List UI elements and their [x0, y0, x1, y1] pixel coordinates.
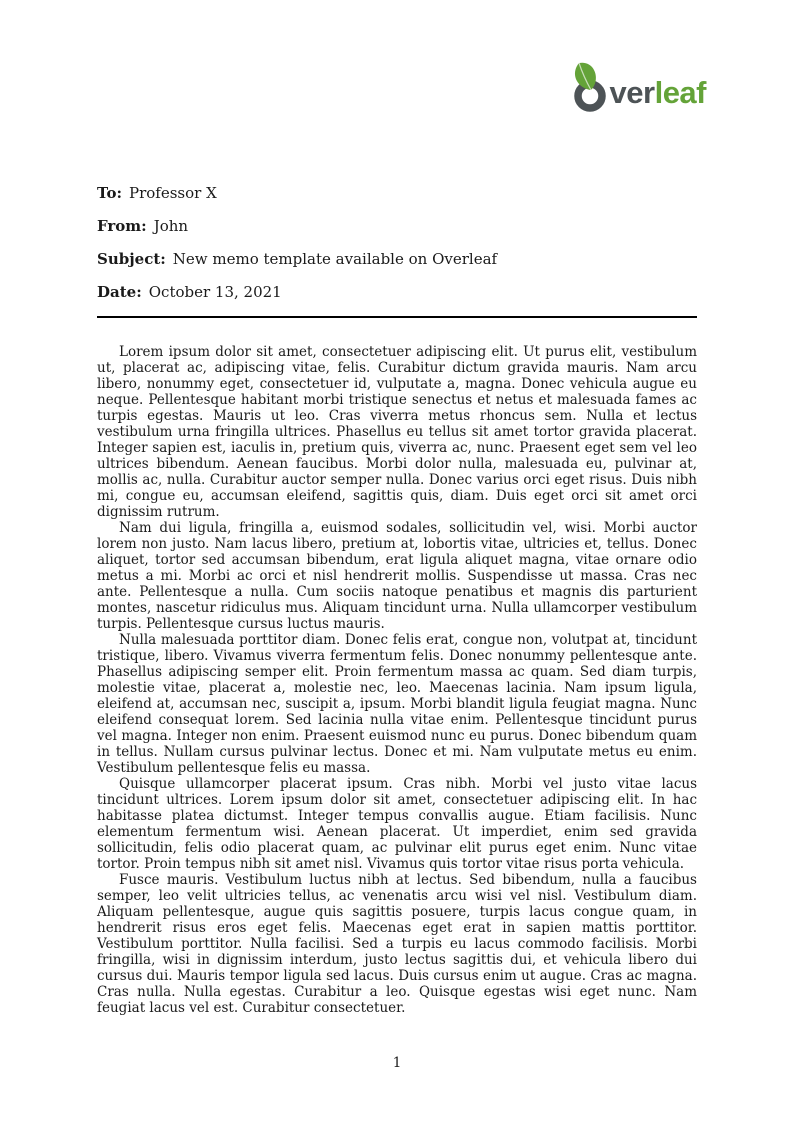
memo-body — [97, 344, 697, 1016]
paragraph-1: Lorem ipsum dolor sit amet, consectetuer adipiscing elit. Ut purus elit, vestibulum ut, placerat ac, adipiscing vitae, felis. Curabitur dictum gravida mauris. Nam arcu libero, nonummy eget, consectetuer id, vulputate a, magna. Donec vehicula augue eu neque. Pellentesque habitant morbi tristique senectus et netus et malesuada fames ac turpis egestas. Mauris ut leo. Cras viverra metus rhoncus sem. Nulla et lectus vestibulum urna fringilla ultrices. Phasellus eu tellus sit amet tortor gravida placerat. Integer sapien est, iaculis in, pretium quis, viverra ac, nunc. Praesent eget sem vel leo ultrices bibendum. Aenean faucibus. Morbi dolor nulla, malesuada eu, pulvinar at, mollis ac, nulla. Curabitur auctor semper nulla. Donec varius orci eget risus. Duis nibh mi, congue eu, accumsan eleifend, sagittis quis, diam. Duis eget orci sit amet orci dignissim rutrum. — [97, 344, 697, 520]
field-subject-label: Subject: — [97, 250, 166, 268]
field-from-label: From: — [97, 217, 147, 235]
field-date-value: October 13, 2021 — [148, 283, 282, 301]
paragraph-4: Quisque ullamcorper placerat ipsum. Cras nibh. Morbi vel justo vitae lacus tincidunt ultrices. Lorem ipsum dolor sit amet, consectetuer adipiscing elit. In hac habitasse platea dictumst. Integer tempus convallis augue. Etiam facilisis. Nunc elementum fermentum wisi. Aenean placerat. Ut imperdiet, enim sed gravida sollicitudin, felis odio placerat quam, ac pulvinar elit purus eget enim. Nunc vitae tortor. Proin tempus nibh sit amet nisl. Vivamus quis tortor vitae risus porta vehicula. — [97, 776, 697, 872]
overleaf-leaf-o-icon — [569, 62, 611, 112]
field-to — [97, 184, 697, 203]
overleaf-logo — [569, 62, 706, 112]
page-header — [0, 0, 794, 112]
field-from — [97, 217, 697, 236]
logo-text-ver: ver — [609, 75, 655, 110]
overleaf-wordmark — [610, 77, 706, 112]
field-from-value: John — [153, 217, 189, 235]
paragraph-2: Nam dui ligula, fringilla a, euismod sodales, sollicitudin vel, wisi. Morbi auctor lorem non justo. Nam lacus libero, pretium at, lobortis vitae, ultricies et, tellus. Donec aliquet, tortor sed accumsan bibendum, erat ligula aliquet magna, vitae ornare odio metus a mi. Morbi ac orci et nisl hendrerit mollis. Suspendisse ut massa. Cras nec ante. Pellentesque a nulla. Cum sociis natoque penatibus et magnis dis parturient montes, nascetur ridiculus mus. Aliquam tincidunt urna. Nulla ullamcorper vestibulum turpis. Pellentesque cursus luctus mauris. — [97, 520, 697, 632]
page-number: 1 — [392, 1055, 402, 1071]
field-date — [97, 283, 697, 302]
divider-rule — [97, 316, 697, 318]
memo-fields — [97, 184, 697, 302]
field-subject — [97, 250, 697, 269]
field-subject-value: New memo template available on Overleaf — [172, 250, 498, 268]
paragraph-3: Nulla malesuada porttitor diam. Donec felis erat, congue non, volutpat at, tincidunt tristique, libero. Vivamus viverra fermentum felis. Donec nonummy pellentesque ante. Phasellus adipiscing semper elit. Proin fermentum massa ac quam. Sed diam turpis, molestie vitae, placerat a, molestie nec, leo. Maecenas lacinia. Nam ipsum ligula, eleifend at, accumsan nec, suscipit a, ipsum. Morbi blandit ligula feugiat magna. Nunc eleifend consequat lorem. Sed lacinia nulla vitae enim. Pellentesque tincidunt purus vel magna. Integer non enim. Praesent euismod nunc eu purus. Donec bibendum quam in tellus. Nullam cursus pulvinar lectus. Donec et mi. Nam vulputate metus eu enim. Vestibulum pellentesque felis eu massa. — [97, 632, 697, 776]
paragraph-5: Fusce mauris. Vestibulum luctus nibh at lectus. Sed bibendum, nulla a faucibus semper, leo velit ultricies tellus, ac venenatis arcu wisi vel nisl. Vestibulum diam. Aliquam pellentesque, augue quis sagittis posuere, turpis lacus congue quam, in hendrerit risus eros eget felis. Maecenas eget erat in sapien mattis porttitor. Vestibulum porttitor. Nulla facilisi. Sed a turpis eu lacus commodo facilisis. Morbi fringilla, wisi in dignissim interdum, justo lectus sagittis dui, et vehicula libero dui cursus dui. Mauris tempor ligula sed lacus. Duis cursus enim ut augue. Cras ac magna. Cras nulla. Nulla egestas. Curabitur a leo. Quisque egestas wisi eget nunc. Nam feugiat lacus vel est. Curabitur consectetuer. — [97, 872, 697, 1016]
field-to-label: To: — [97, 184, 122, 202]
field-date-label: Date: — [97, 283, 142, 301]
field-to-value: Professor X — [128, 184, 217, 202]
logo-text-leaf: leaf — [654, 75, 706, 110]
page-footer — [0, 1055, 794, 1071]
